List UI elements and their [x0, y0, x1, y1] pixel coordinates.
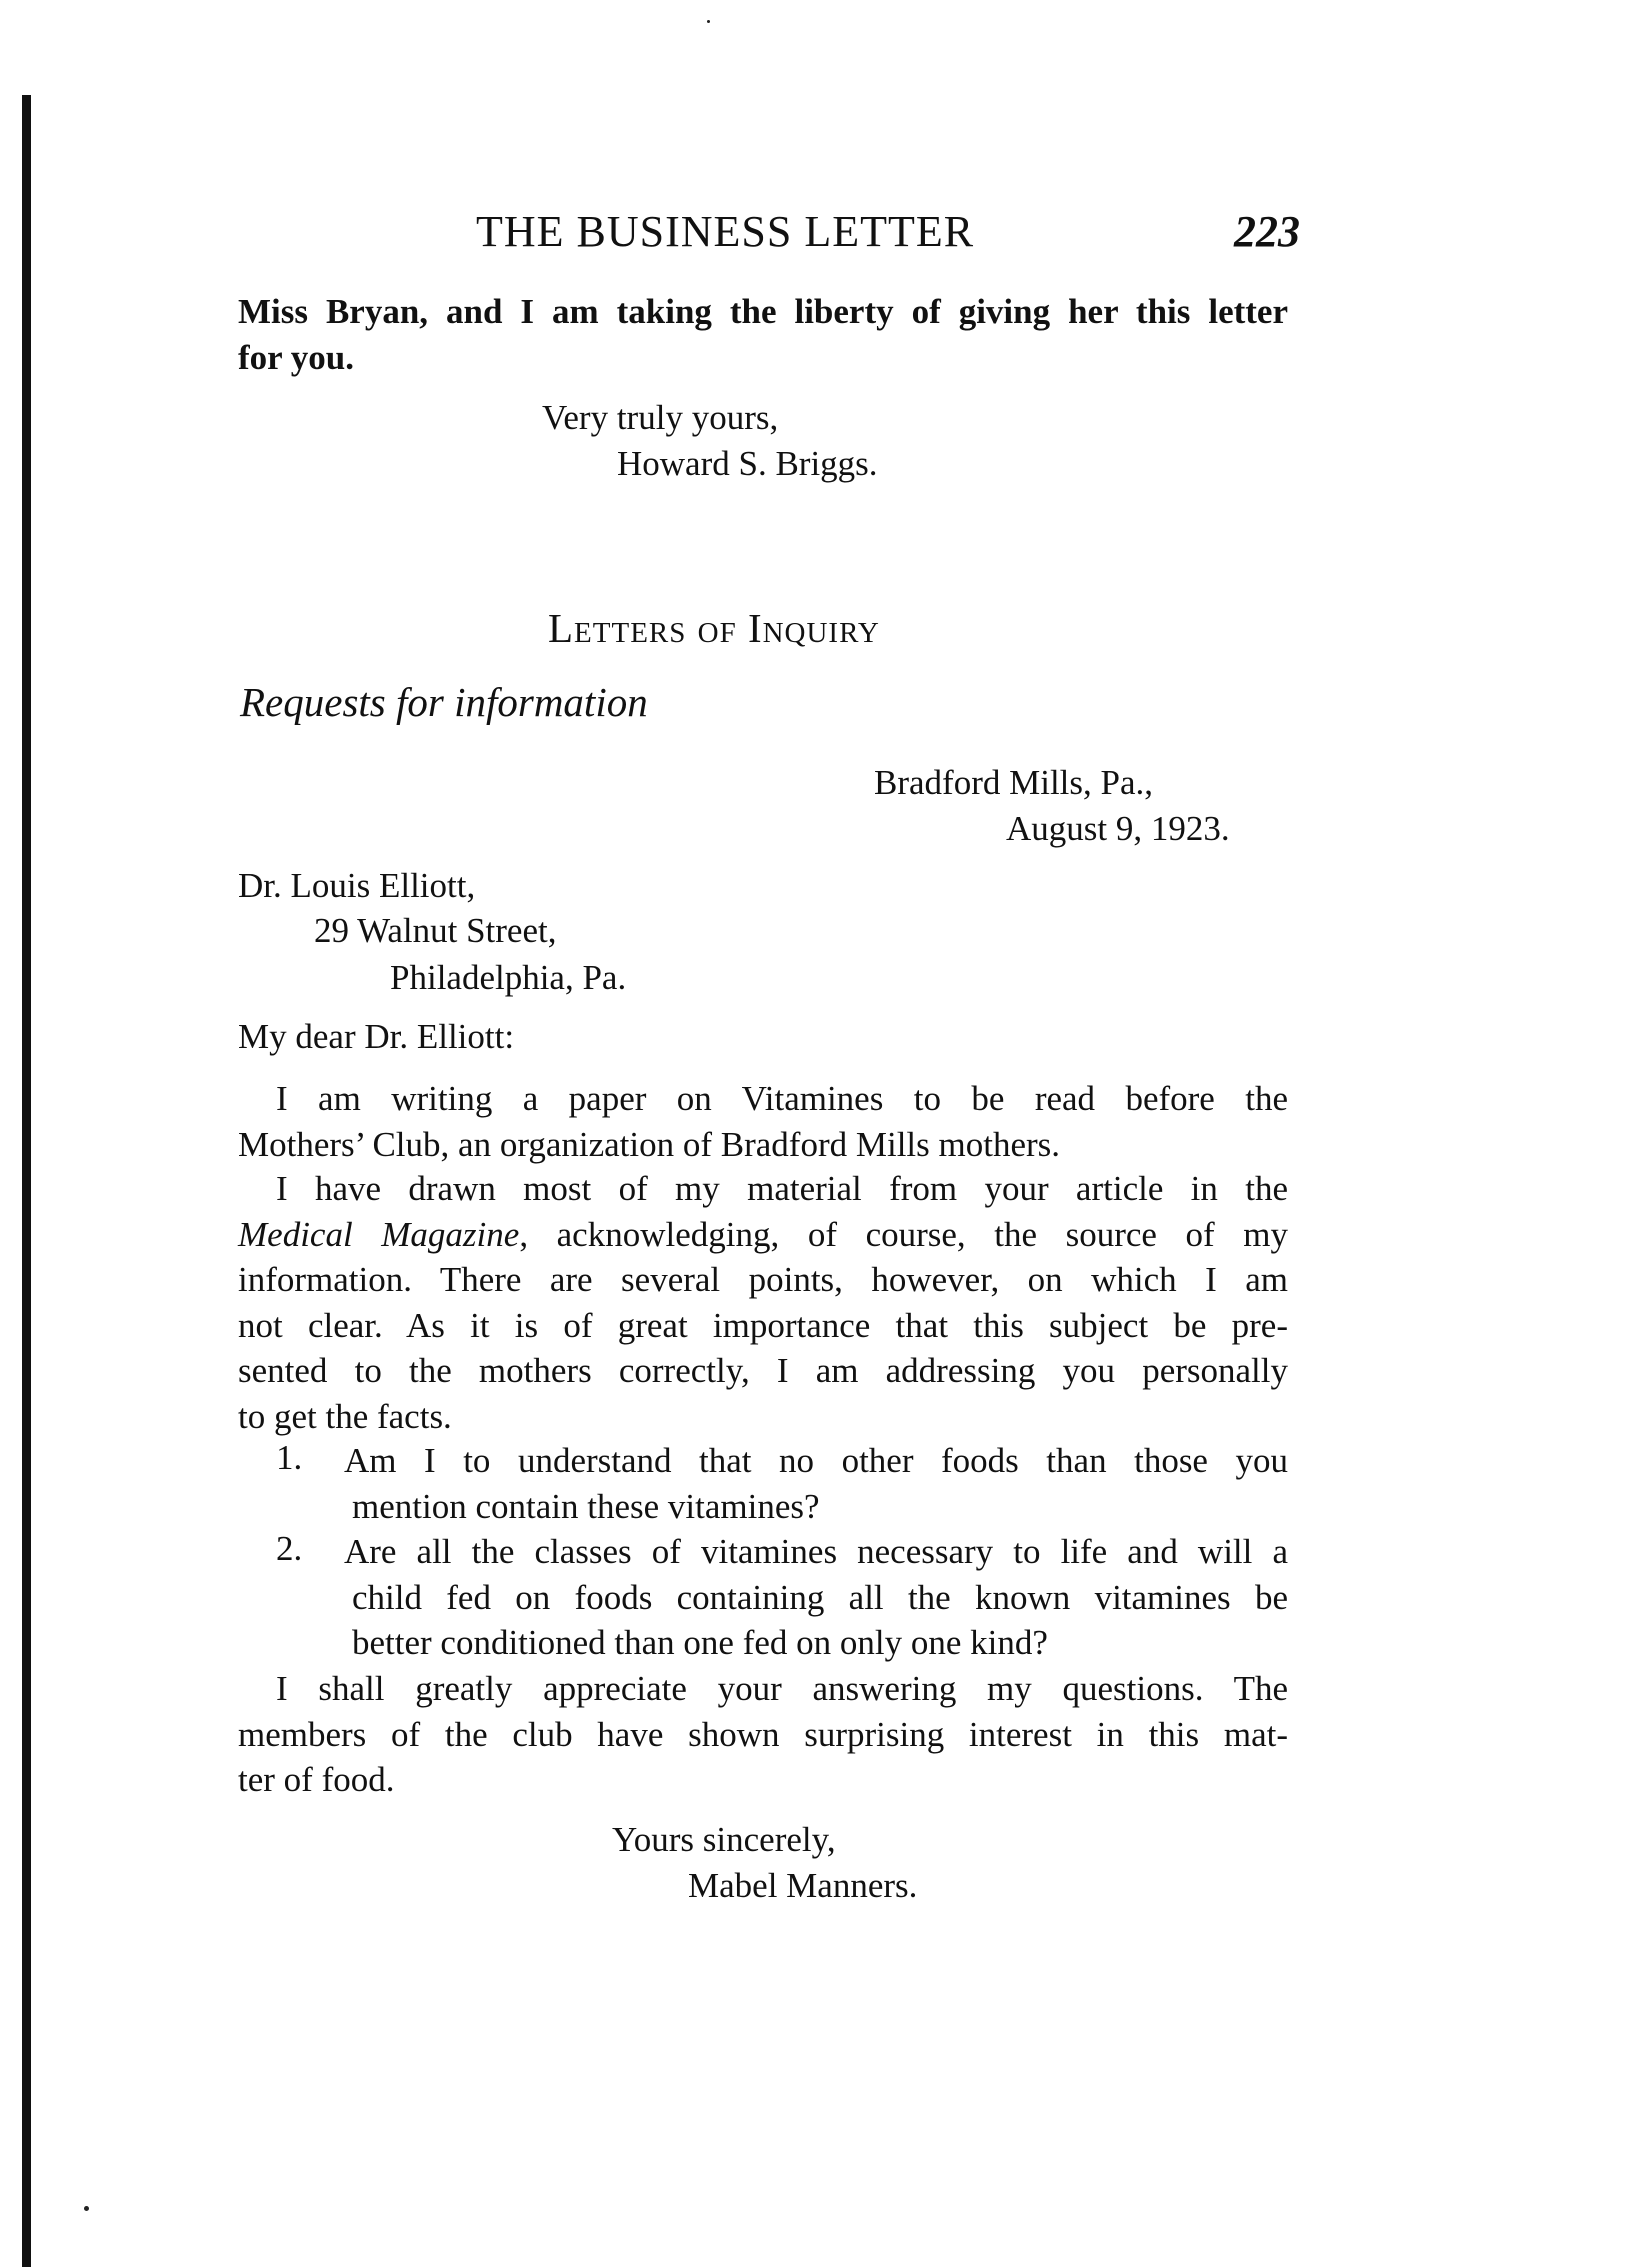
recipient-city: Philadelphia, Pa. [390, 958, 627, 997]
section-heading: Letters of Inquiry [548, 605, 880, 651]
text-line: child fed on foods containing all the known vitamines be [352, 1577, 1288, 1617]
text-line: Are all the classes of vitamines necessary to life and will a [344, 1532, 1288, 1571]
section-subheading: Requests for information [240, 679, 648, 725]
text-line: information. There are several points, however, on which I am [238, 1260, 1288, 1299]
text-line: I shall greatly appreciate your answering my questions. The [276, 1669, 1288, 1708]
text-line: not clear. As it is of great importance that this subject be pre- [238, 1305, 1288, 1345]
paragraph-2 [238, 1166, 1288, 1439]
letter-place: Bradford Mills, Pa., [874, 763, 1154, 802]
binding-edge-bar [22, 95, 31, 2267]
text-line: I have drawn most of my material from your article in the [276, 1169, 1288, 1208]
text-line: Am I to understand that no other foods than those you [344, 1441, 1288, 1480]
paragraph-1 [238, 1076, 1288, 1167]
text-line: to get the facts. [238, 1396, 452, 1436]
paragraph-3 [238, 1666, 1288, 1803]
question-1 [344, 1438, 1288, 1529]
text-line: sented to the mothers correctly, I am addressing you personally [238, 1351, 1288, 1390]
text-line: I am writing a paper on Vitamines to be read before the [276, 1079, 1288, 1118]
speck-mark [707, 20, 710, 23]
speck-mark [84, 2206, 89, 2211]
text-line: members of the club have shown surprising interest in this mat- [238, 1714, 1288, 1754]
signature: Mabel Manners. [688, 1866, 918, 1905]
text-line: ter of food. [238, 1760, 395, 1799]
list-number: 1. [276, 1438, 303, 1477]
list-number: 2. [276, 1529, 303, 1568]
text-line: better conditioned than one fed on only one kind? [352, 1623, 1048, 1662]
complimentary-close: Very truly yours, [542, 398, 779, 437]
text-line: Miss Bryan, and I am taking the liberty of giving her this letter [238, 292, 1288, 331]
signature: Howard S. Briggs. [617, 444, 878, 483]
recipient-name: Dr. Louis Elliott, [238, 866, 476, 905]
running-head-title: THE BUSINESS LETTER [476, 207, 975, 256]
text-line [238, 1212, 1288, 1258]
page-number: 223 [1234, 207, 1300, 256]
recipient-street: 29 Walnut Street, [314, 911, 557, 950]
complimentary-close: Yours sincerely, [612, 1820, 836, 1859]
text-line: mention contain these vitamines? [352, 1486, 820, 1526]
text-line: Mothers’ Club, an organization of Bradford Mills mothers. [238, 1124, 1061, 1164]
salutation: My dear Dr. Elliott: [238, 1017, 515, 1056]
text-fragment: , acknowledging, of course, the source of my [519, 1214, 1289, 1254]
magazine-title: Medical Magazine [238, 1214, 520, 1254]
question-2 [344, 1529, 1288, 1666]
previous-letter-closing [238, 289, 1288, 335]
letter-date: August 9, 1923. [1006, 809, 1230, 848]
text-line: for you. [238, 338, 355, 377]
